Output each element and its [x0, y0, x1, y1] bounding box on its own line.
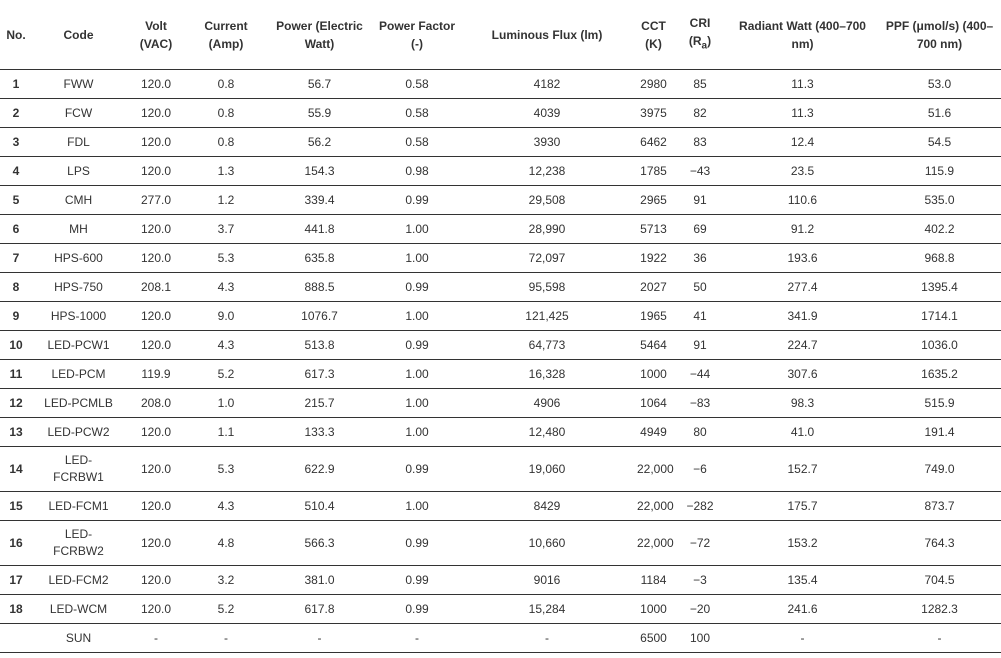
table-row	[0, 521, 1001, 566]
cell-cct: 2027	[634, 273, 673, 302]
cell-luminous-flux: 19,060	[460, 447, 634, 492]
cell-volt: 120.0	[125, 566, 187, 595]
cell-current: 4.3	[187, 331, 265, 360]
cell-ppf: 515.9	[878, 389, 1001, 418]
cell-radiant-watt: 98.3	[727, 389, 878, 418]
cell-no: 13	[0, 418, 32, 447]
cell-code: LED-PCW1	[32, 331, 125, 360]
cell-current: 4.3	[187, 492, 265, 521]
cell-power: 635.8	[265, 244, 374, 273]
cell-code: SUN	[32, 624, 125, 653]
cell-volt: 120.0	[125, 595, 187, 624]
table-body	[0, 70, 1001, 653]
header-cri-close: )	[707, 33, 712, 48]
cell-power: 215.7	[265, 389, 374, 418]
header-ppf: PPF (μmol/s) (400–700 nm)	[878, 0, 1001, 70]
cell-cct: 22,000	[634, 492, 673, 521]
cell-power: 133.3	[265, 418, 374, 447]
cell-radiant-watt: 152.7	[727, 447, 878, 492]
table-row	[0, 99, 1001, 128]
cell-power-factor: 0.99	[374, 331, 460, 360]
cell-power-factor: 0.99	[374, 566, 460, 595]
cell-luminous-flux: 12,480	[460, 418, 634, 447]
cell-luminous-flux: 16,328	[460, 360, 634, 389]
cell-code: HPS-750	[32, 273, 125, 302]
cell-current: 4.8	[187, 521, 265, 566]
cell-volt: 120.0	[125, 447, 187, 492]
cell-radiant-watt: 12.4	[727, 128, 878, 157]
cell-code: LED-PCM	[32, 360, 125, 389]
cell-luminous-flux: 4906	[460, 389, 634, 418]
cell-volt: 120.0	[125, 418, 187, 447]
cell-power: 441.8	[265, 215, 374, 244]
cell-radiant-watt: 224.7	[727, 331, 878, 360]
cell-power-factor: 1.00	[374, 418, 460, 447]
header-cri-subscript: a	[701, 40, 708, 52]
cell-power: 339.4	[265, 186, 374, 215]
cell-power-factor: 1.00	[374, 244, 460, 273]
cell-power-factor: 1.00	[374, 492, 460, 521]
cell-ppf: 1395.4	[878, 273, 1001, 302]
table-row	[0, 389, 1001, 418]
table-row	[0, 360, 1001, 389]
cell-cri: 82	[673, 99, 727, 128]
cell-cct: 5713	[634, 215, 673, 244]
cell-cri: −3	[673, 566, 727, 595]
table-row	[0, 128, 1001, 157]
cell-cri: 41	[673, 302, 727, 331]
cell-luminous-flux: 64,773	[460, 331, 634, 360]
cell-code: MH	[32, 215, 125, 244]
cell-cri: 36	[673, 244, 727, 273]
cell-volt: 277.0	[125, 186, 187, 215]
table-row	[0, 273, 1001, 302]
cell-cct: 1965	[634, 302, 673, 331]
cell-luminous-flux: 121,425	[460, 302, 634, 331]
cell-radiant-watt: 193.6	[727, 244, 878, 273]
header-code: Code	[32, 0, 125, 70]
cell-cri: 100	[673, 624, 727, 653]
cell-volt: 120.0	[125, 302, 187, 331]
cell-power: 513.8	[265, 331, 374, 360]
cell-volt: 120.0	[125, 128, 187, 157]
cell-current: 5.3	[187, 447, 265, 492]
cell-luminous-flux: 95,598	[460, 273, 634, 302]
cell-code: LED-PCW2	[32, 418, 125, 447]
header-power-factor: Power Factor (-)	[374, 0, 460, 70]
cell-no: 12	[0, 389, 32, 418]
header-luminous-flux: Luminous Flux (lm)	[460, 0, 634, 70]
cell-ppf: 1036.0	[878, 331, 1001, 360]
cell-volt: 208.1	[125, 273, 187, 302]
cell-code: LED-FCRBW1	[32, 447, 125, 492]
cell-cri: 69	[673, 215, 727, 244]
cell-cri: −72	[673, 521, 727, 566]
table-row	[0, 447, 1001, 492]
header-cct: CCT (K)	[634, 0, 673, 70]
cell-no: 10	[0, 331, 32, 360]
cell-radiant-watt: 23.5	[727, 157, 878, 186]
cell-radiant-watt: 135.4	[727, 566, 878, 595]
cell-cct: 6462	[634, 128, 673, 157]
cell-current: 9.0	[187, 302, 265, 331]
cell-cct: 2980	[634, 70, 673, 99]
cell-cct: 5464	[634, 331, 673, 360]
cell-ppf: -	[878, 624, 1001, 653]
cell-ppf: 873.7	[878, 492, 1001, 521]
cell-volt: 120.0	[125, 244, 187, 273]
cell-no: 1	[0, 70, 32, 99]
table-row	[0, 302, 1001, 331]
cell-power-factor: 0.58	[374, 99, 460, 128]
cell-cri: 50	[673, 273, 727, 302]
cell-current: 1.0	[187, 389, 265, 418]
cell-ppf: 749.0	[878, 447, 1001, 492]
cell-luminous-flux: 8429	[460, 492, 634, 521]
cell-code: LPS	[32, 157, 125, 186]
cell-no	[0, 624, 32, 653]
cell-luminous-flux: 4039	[460, 99, 634, 128]
cell-luminous-flux: 29,508	[460, 186, 634, 215]
cell-volt: 120.0	[125, 331, 187, 360]
table-row	[0, 566, 1001, 595]
cell-radiant-watt: 41.0	[727, 418, 878, 447]
cell-current: 3.2	[187, 566, 265, 595]
cell-no: 7	[0, 244, 32, 273]
table-row	[0, 186, 1001, 215]
cell-power-factor: 0.58	[374, 70, 460, 99]
cell-ppf: 535.0	[878, 186, 1001, 215]
cell-ppf: 1635.2	[878, 360, 1001, 389]
cell-cri: −282	[673, 492, 727, 521]
cell-power: -	[265, 624, 374, 653]
cell-current: 1.2	[187, 186, 265, 215]
table-row	[0, 244, 1001, 273]
cell-current: 0.8	[187, 128, 265, 157]
cell-luminous-flux: -	[460, 624, 634, 653]
cell-ppf: 53.0	[878, 70, 1001, 99]
cell-ppf: 54.5	[878, 128, 1001, 157]
cell-current: 1.3	[187, 157, 265, 186]
cell-luminous-flux: 28,990	[460, 215, 634, 244]
table-row	[0, 157, 1001, 186]
cell-power: 56.2	[265, 128, 374, 157]
cell-luminous-flux: 12,238	[460, 157, 634, 186]
header-row	[0, 0, 1001, 70]
cell-luminous-flux: 10,660	[460, 521, 634, 566]
cell-radiant-watt: 110.6	[727, 186, 878, 215]
cell-no: 6	[0, 215, 32, 244]
cell-volt: 120.0	[125, 99, 187, 128]
cell-luminous-flux: 3930	[460, 128, 634, 157]
cell-no: 17	[0, 566, 32, 595]
cell-cri: −44	[673, 360, 727, 389]
cell-no: 18	[0, 595, 32, 624]
cell-current: 5.3	[187, 244, 265, 273]
cell-code: LED-FCM1	[32, 492, 125, 521]
cell-power-factor: 0.58	[374, 128, 460, 157]
cell-no: 9	[0, 302, 32, 331]
cell-power: 617.3	[265, 360, 374, 389]
cell-cct: 1184	[634, 566, 673, 595]
cell-power-factor: 0.99	[374, 273, 460, 302]
cell-code: HPS-600	[32, 244, 125, 273]
cell-radiant-watt: -	[727, 624, 878, 653]
cell-no: 16	[0, 521, 32, 566]
table-row	[0, 70, 1001, 99]
cell-cct: 22,000	[634, 447, 673, 492]
header-no: No.	[0, 0, 32, 70]
table-row	[0, 215, 1001, 244]
cell-power: 55.9	[265, 99, 374, 128]
cell-current: 4.3	[187, 273, 265, 302]
cell-power: 888.5	[265, 273, 374, 302]
header-cri-open: (R	[688, 33, 702, 48]
cell-current: 5.2	[187, 595, 265, 624]
cell-cri: −20	[673, 595, 727, 624]
cell-code: LED-FCRBW2	[32, 521, 125, 566]
cell-ppf: 1282.3	[878, 595, 1001, 624]
cell-power: 154.3	[265, 157, 374, 186]
cell-power-factor: 0.99	[374, 521, 460, 566]
cell-power: 381.0	[265, 566, 374, 595]
cell-luminous-flux: 72,097	[460, 244, 634, 273]
cell-cri: 91	[673, 331, 727, 360]
cell-cct: 1000	[634, 360, 673, 389]
cell-current: 3.7	[187, 215, 265, 244]
cell-current: 1.1	[187, 418, 265, 447]
cell-cct: 1922	[634, 244, 673, 273]
cell-no: 15	[0, 492, 32, 521]
cell-power-factor: 1.00	[374, 360, 460, 389]
cell-cct: 4949	[634, 418, 673, 447]
cell-radiant-watt: 11.3	[727, 70, 878, 99]
header-cri	[673, 0, 727, 70]
cell-power-factor: 0.98	[374, 157, 460, 186]
cell-code: FDL	[32, 128, 125, 157]
cell-code: FWW	[32, 70, 125, 99]
table-row	[0, 418, 1001, 447]
cell-cri: 85	[673, 70, 727, 99]
cell-cct: 1785	[634, 157, 673, 186]
cell-no: 3	[0, 128, 32, 157]
cell-no: 14	[0, 447, 32, 492]
cell-power: 56.7	[265, 70, 374, 99]
cell-cct: 3975	[634, 99, 673, 128]
cell-ppf: 115.9	[878, 157, 1001, 186]
cell-radiant-watt: 91.2	[727, 215, 878, 244]
cell-cri: −43	[673, 157, 727, 186]
cell-code: FCW	[32, 99, 125, 128]
cell-radiant-watt: 277.4	[727, 273, 878, 302]
cell-cri: 80	[673, 418, 727, 447]
cell-power-factor: 0.99	[374, 447, 460, 492]
table-row	[0, 595, 1001, 624]
cell-code: LED-PCMLB	[32, 389, 125, 418]
cell-radiant-watt: 341.9	[727, 302, 878, 331]
cell-power: 1076.7	[265, 302, 374, 331]
table-row	[0, 492, 1001, 521]
cell-ppf: 402.2	[878, 215, 1001, 244]
cell-volt: 120.0	[125, 157, 187, 186]
cell-volt: 120.0	[125, 70, 187, 99]
cell-volt: 208.0	[125, 389, 187, 418]
cell-no: 5	[0, 186, 32, 215]
cell-volt: 119.9	[125, 360, 187, 389]
cell-power-factor: -	[374, 624, 460, 653]
header-radiant-watt: Radiant Watt (400–700 nm)	[727, 0, 878, 70]
cell-cri: −6	[673, 447, 727, 492]
cell-cct: 6500	[634, 624, 673, 653]
cell-volt: 120.0	[125, 492, 187, 521]
cell-ppf: 704.5	[878, 566, 1001, 595]
header-power: Power (Electric Watt)	[265, 0, 374, 70]
cell-radiant-watt: 153.2	[727, 521, 878, 566]
cell-no: 11	[0, 360, 32, 389]
cell-code: LED-FCM2	[32, 566, 125, 595]
table-row	[0, 624, 1001, 653]
cell-volt: -	[125, 624, 187, 653]
cell-current: 0.8	[187, 70, 265, 99]
cell-volt: 120.0	[125, 521, 187, 566]
cell-ppf: 764.3	[878, 521, 1001, 566]
cell-current: -	[187, 624, 265, 653]
cell-cri: −83	[673, 389, 727, 418]
cell-volt: 120.0	[125, 215, 187, 244]
cell-code: HPS-1000	[32, 302, 125, 331]
cell-no: 4	[0, 157, 32, 186]
cell-power-factor: 1.00	[374, 302, 460, 331]
cell-power: 510.4	[265, 492, 374, 521]
cell-radiant-watt: 11.3	[727, 99, 878, 128]
cell-power: 617.8	[265, 595, 374, 624]
cell-power-factor: 0.99	[374, 186, 460, 215]
cell-code: CMH	[32, 186, 125, 215]
cell-ppf: 51.6	[878, 99, 1001, 128]
cell-power-factor: 1.00	[374, 215, 460, 244]
cell-cct: 2965	[634, 186, 673, 215]
cell-cct: 1064	[634, 389, 673, 418]
header-volt: Volt (VAC)	[125, 0, 187, 70]
cell-no: 8	[0, 273, 32, 302]
cell-cri: 83	[673, 128, 727, 157]
cell-ppf: 191.4	[878, 418, 1001, 447]
cell-radiant-watt: 241.6	[727, 595, 878, 624]
cell-code: LED-WCM	[32, 595, 125, 624]
table-row	[0, 331, 1001, 360]
cell-radiant-watt: 307.6	[727, 360, 878, 389]
cell-radiant-watt: 175.7	[727, 492, 878, 521]
cell-luminous-flux: 9016	[460, 566, 634, 595]
header-current: Current (Amp)	[187, 0, 265, 70]
cell-current: 0.8	[187, 99, 265, 128]
cell-cri: 91	[673, 186, 727, 215]
cell-power-factor: 0.99	[374, 595, 460, 624]
cell-luminous-flux: 15,284	[460, 595, 634, 624]
cell-ppf: 968.8	[878, 244, 1001, 273]
cell-current: 5.2	[187, 360, 265, 389]
cell-cct: 22,000	[634, 521, 673, 566]
cell-ppf: 1714.1	[878, 302, 1001, 331]
cell-power: 566.3	[265, 521, 374, 566]
cell-power: 622.9	[265, 447, 374, 492]
cell-cct: 1000	[634, 595, 673, 624]
cell-no: 2	[0, 99, 32, 128]
cell-luminous-flux: 4182	[460, 70, 634, 99]
header-cri-label: CRI	[689, 15, 711, 30]
cell-power-factor: 1.00	[374, 389, 460, 418]
